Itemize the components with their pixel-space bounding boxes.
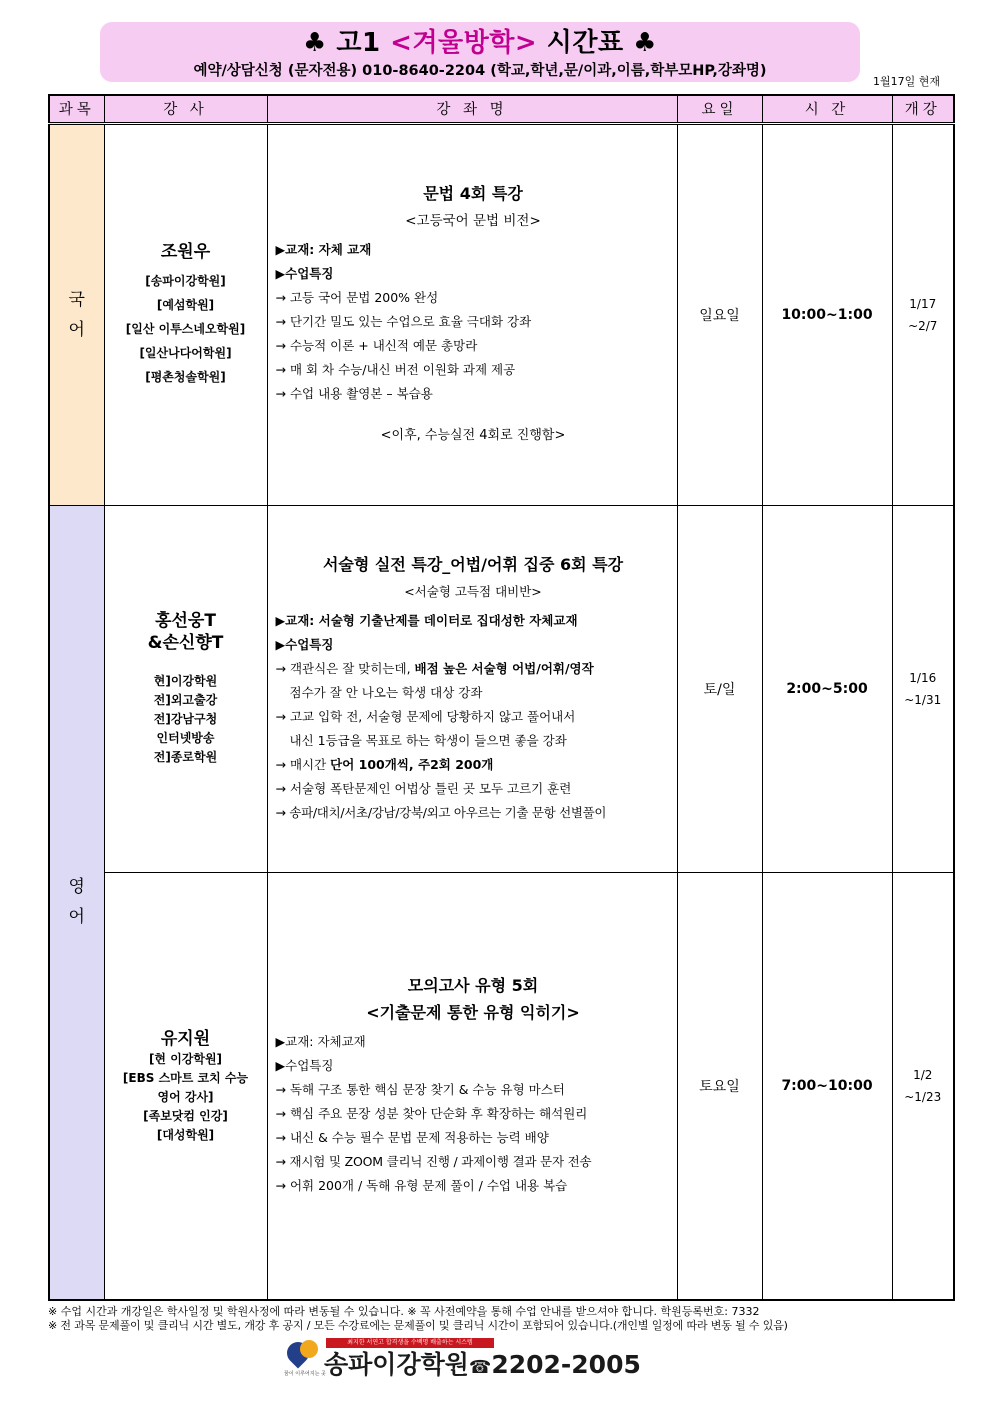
contact-info: 예약/상담신청 (문자전용) 010-8640-2204 (학교,학년,문/이과,이름,학부모HP,강좌명) (193, 63, 767, 79)
affiliation: 전]종로학원 (153, 750, 218, 765)
teacher-name: 유지원 (160, 1028, 211, 1049)
course-day: 토/일 (677, 505, 762, 872)
period-start: 1/16 (909, 670, 937, 685)
affiliation: [일산나다어학원] (139, 345, 232, 360)
col-teacher: 강 사 (104, 95, 267, 123)
academy-footer (284, 1338, 641, 1382)
subject-char: 국 (68, 289, 85, 310)
course-period (892, 873, 954, 1300)
course-line: → 독해 구조 통한 핵심 문장 찾기 & 수능 유형 마스터 (275, 1082, 565, 1098)
course-line: ▶교재: 자체교재 (275, 1034, 366, 1050)
teacher-name: 조원우 (160, 241, 211, 262)
course-subtitle: <기출문제 통한 유형 익히기> (366, 1003, 580, 1023)
title-banner (100, 22, 860, 82)
table-row-english-2 (49, 873, 954, 1300)
page-title (100, 22, 860, 62)
table-row-korean (49, 123, 954, 505)
academy-name (324, 1350, 641, 1383)
teacher-cell (104, 123, 267, 505)
tagline-bar: 최지한 서연고 합격생을 수백명 배출하는 시스템 (326, 1338, 494, 1348)
period-start: 1/17 (909, 296, 937, 311)
course-line: → 어휘 200개 / 독해 유형 문제 풀이 / 수업 내용 복습 (275, 1178, 568, 1194)
course-line: → 내신 & 수능 필수 문법 문제 적용하는 능력 배양 (275, 1130, 549, 1146)
course-line: 내신 1등급을 목표로 하는 학생이 들으면 좋을 강좌 (289, 732, 567, 748)
footnote: ※ 전 과목 문제풀이 및 클리닉 시간 별도, 개강 후 공지 / 모든 수강료에는 문제풀이 및 클리닉 시간이 포함되어 있습니다.(개인별 일정에 따라 변동 될 수 있음) (48, 1319, 788, 1332)
club-icon: ♣ (303, 28, 327, 58)
course-line: ▶수업특징 (275, 1058, 334, 1074)
course-line: → 핵심 주요 문장 성분 찾아 단순화 후 확장하는 해석원리 (275, 1106, 588, 1122)
course-day: 토요일 (677, 873, 762, 1300)
course-time: 2:00~5:00 (762, 505, 892, 872)
subject-korean (49, 123, 104, 505)
course-line: → 수능적 이론 + 내신적 예문 총망라 (275, 337, 478, 353)
col-subject: 과목 (49, 95, 104, 123)
affiliation: [예섬학원] (156, 297, 215, 312)
footnotes (48, 1305, 788, 1333)
club-icon: ♣ (633, 28, 657, 58)
academy-title: 송파이강학원 (324, 1350, 469, 1379)
course-period (892, 505, 954, 872)
line-emphasis: 배점 높은 서술형 어법/어휘/영작 (414, 660, 594, 676)
course-cell (267, 123, 677, 505)
course-cell (267, 505, 677, 872)
course-time: 7:00~10:00 (762, 873, 892, 1300)
affiliation: 현]이강학원 (153, 674, 218, 689)
period-start: 1/2 (913, 1068, 933, 1083)
affiliation: [평촌청솔학원] (145, 369, 226, 384)
subject-char: 영 (68, 877, 85, 898)
course-subtitle: <고등국어 문법 비전> (405, 212, 541, 229)
course-line: → 매 회 차 수능/내신 버전 이원화 과제 제공 (275, 361, 516, 377)
affiliation: [EBS 스마트 코치 수능 (122, 1070, 249, 1085)
course-line: → 서술형 폭탄문제인 어법상 틀린 곳 모두 고르기 훈련 (275, 780, 572, 796)
course-note: <이후, 수능실전 4회로 진행함> (380, 427, 566, 443)
course-line: → 송파/대치/서초/강남/강북/외고 아우르는 기출 문항 선별풀이 (275, 804, 607, 820)
course-line (276, 753, 671, 777)
course-line: ▶교재: 서술형 기출난제를 데이터로 집대성한 자체교재 (275, 612, 578, 628)
academy-logo-icon (284, 1340, 324, 1378)
period-end: ~1/23 (904, 1090, 942, 1105)
line-text: → 객관식은 잘 맞히는데, (275, 660, 415, 676)
table-row-english-1 (49, 505, 954, 872)
teacher-cell (104, 873, 267, 1300)
table-header-row (49, 95, 954, 123)
as-of-date: 1월17일 현재 (873, 75, 940, 88)
line-text: → 매시간 (275, 756, 331, 772)
affiliation: [송파이강학원] (145, 273, 226, 288)
teacher-name: 홍선웅T (155, 611, 216, 632)
period-end: ~2/7 (908, 318, 938, 333)
course-time: 10:00~1:00 (762, 123, 892, 505)
col-start: 개강 (892, 95, 954, 123)
course-line: ▶교재: 자체 교재 (275, 241, 372, 257)
col-time: 시 간 (762, 95, 892, 123)
title-timetable: 시간표 (537, 28, 634, 58)
affiliation: [현 이강학원] (148, 1051, 223, 1066)
course-period (892, 123, 954, 505)
teacher-cell (104, 505, 267, 872)
subject-char: 어 (68, 319, 85, 340)
academy-phone: 2202-2005 (491, 1350, 641, 1379)
title-season: <겨울방학> (390, 28, 538, 58)
course-line: → 단기간 밀도 있는 수업으로 효율 극대화 강좌 (275, 313, 532, 329)
course-title: 문법 4회 특강 (423, 183, 523, 203)
teacher-name: &손신향T (147, 633, 224, 654)
affiliation: 인터넷방송 (156, 731, 215, 746)
subject-english (49, 505, 104, 1300)
title-grade: 고1 (336, 28, 391, 58)
affiliation: [일산 이투스네오학원] (125, 321, 246, 336)
course-title: 모의고사 유형 5회 (407, 976, 539, 996)
course-title: 서술형 실전 특강_어법/어휘 집중 6회 특강 (322, 554, 624, 574)
course-line: → 수업 내용 촬영본 – 복습용 (275, 385, 433, 401)
logo-sun-shape (300, 1340, 318, 1358)
course-line: → 고등 국어 문법 200% 완성 (275, 289, 439, 305)
col-course: 강 좌 명 (267, 95, 677, 123)
affiliation: 전]강남구청 (153, 712, 218, 727)
course-day: 일요일 (677, 123, 762, 505)
course-line: → 재시험 및 ZOOM 클리닉 진행 / 과제이행 결과 문자 전송 (275, 1154, 592, 1170)
course-line: ▶수업특징 (275, 636, 334, 652)
affiliation: [대성학원] (156, 1127, 215, 1142)
period-end: ~1/31 (904, 692, 942, 707)
line-emphasis: 단어 100개씩, 주2회 200개 (330, 756, 494, 772)
affiliation: [족보닷컴 인강] (143, 1108, 228, 1123)
course-line: 점수가 잘 안 나오는 학생 대상 강좌 (289, 684, 483, 700)
subject-char: 어 (68, 907, 85, 928)
footnote: ※ 수업 시간과 개강일은 학사일정 및 학원사정에 따라 변동될 수 있습니다. ※ 꼭 사전예약을 통해 수업 안내를 받으셔야 합니다. 학원등록번호: 7332 (48, 1305, 760, 1318)
course-line (276, 657, 671, 681)
col-day: 요일 (677, 95, 762, 123)
course-line: ▶수업특징 (275, 265, 334, 281)
course-cell (267, 873, 677, 1300)
course-line: → 고교 입학 전, 서술형 문제에 당황하지 않고 풀어내서 (275, 708, 576, 724)
logo-slogan: 꿈이 이루어지는 곳 (284, 1371, 326, 1377)
course-subtitle: <서술형 고득점 대비반> (404, 583, 542, 599)
schedule-table (48, 94, 955, 1301)
phone-icon: ☎ (468, 1357, 492, 1378)
affiliation: 전]외고출강 (153, 693, 218, 708)
affiliation: 영어 강사] (157, 1089, 214, 1104)
